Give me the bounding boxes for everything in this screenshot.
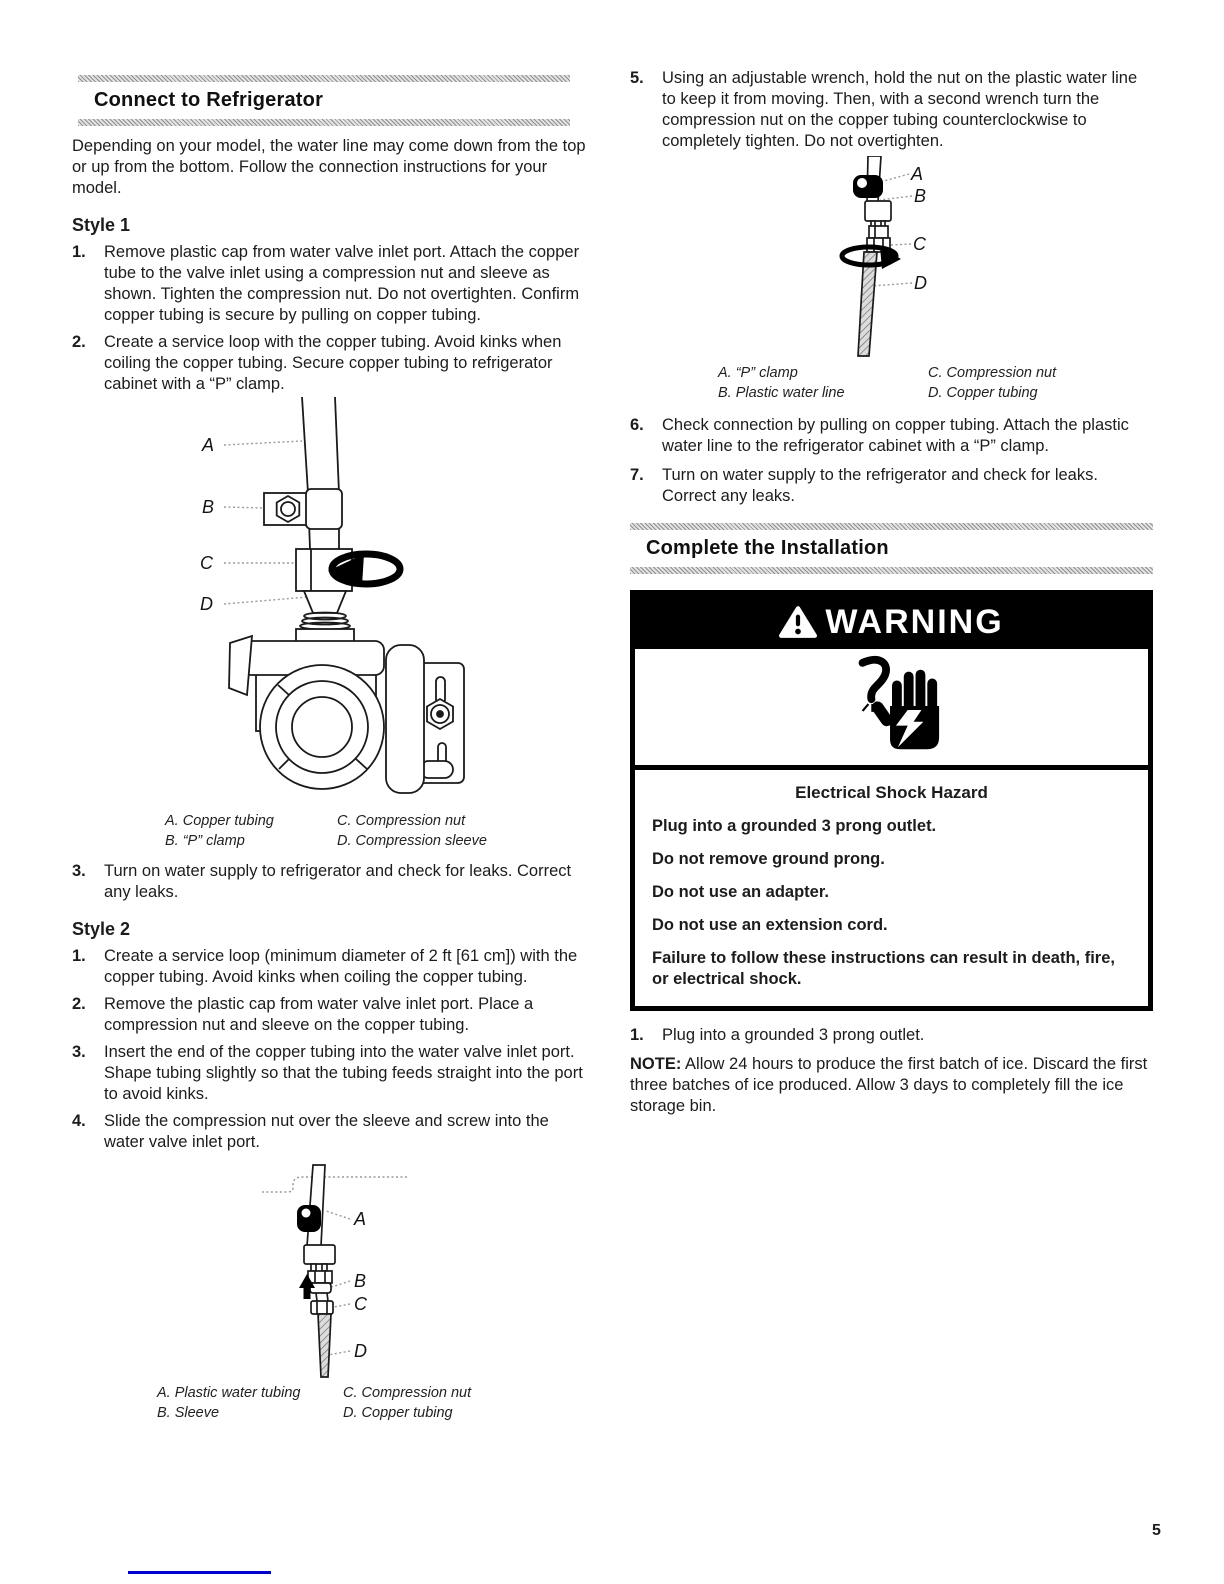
step-number: 1. bbox=[72, 947, 86, 965]
step-text: Turn on water supply to refrigerator and check for leaks. Correct any leaks. bbox=[104, 862, 572, 901]
step-number: 1. bbox=[72, 243, 86, 261]
warning-line: Failure to follow these instructions can result in death, fire, or electrical shock. bbox=[652, 949, 1115, 988]
section-title-complete: Complete the Installation bbox=[646, 537, 889, 559]
caption-column bbox=[157, 1383, 343, 1423]
step-number: 3. bbox=[72, 1043, 86, 1061]
caption-line: D. Compression sleeve bbox=[337, 833, 487, 849]
step-text: Insert the end of the copper tubing into the water valve inlet port. Shape tubing slightly so that the tubing feeds straight into the port to avoid kinks. bbox=[104, 1043, 583, 1103]
figure-label-a: A bbox=[354, 1209, 367, 1229]
tubing-diagram-art bbox=[150, 1159, 510, 1381]
figure-label-b: B bbox=[914, 186, 927, 206]
step-number: 2. bbox=[72, 995, 86, 1013]
warning-text-section bbox=[635, 765, 1148, 1006]
caption-line: B. “P” clamp bbox=[165, 833, 245, 849]
hazard-title: Electrical Shock Hazard bbox=[795, 783, 988, 802]
step-number: 4. bbox=[72, 1112, 86, 1130]
caption-column bbox=[337, 811, 487, 851]
step-item bbox=[630, 415, 1153, 457]
figure1-caption bbox=[165, 811, 592, 851]
caption-column bbox=[343, 1383, 471, 1423]
step-number: 6. bbox=[630, 416, 644, 434]
hatch-divider bbox=[630, 567, 1153, 574]
caption-column bbox=[165, 811, 337, 851]
figure-label-a: A bbox=[202, 435, 215, 455]
style2-heading: Style 2 bbox=[72, 919, 131, 939]
note-label: NOTE: bbox=[630, 1055, 682, 1073]
step-item bbox=[72, 1042, 592, 1105]
step-item bbox=[630, 465, 1153, 507]
figure-tighten-diagram bbox=[683, 156, 1013, 361]
caption-line: A. Copper tubing bbox=[165, 813, 274, 829]
caption-column bbox=[928, 363, 1056, 403]
step-number: 1. bbox=[630, 1026, 644, 1044]
step-item bbox=[72, 332, 592, 395]
note-text: Allow 24 hours to produce the first batch of ice. Discard the first three batches of ice produced. Allow 3 days to completely fill the ice storage bin. bbox=[630, 1055, 1148, 1115]
step-item bbox=[72, 994, 592, 1036]
tighten-diagram-art bbox=[683, 156, 1013, 361]
step-item bbox=[630, 68, 1153, 152]
hatch-divider bbox=[630, 523, 1153, 530]
style1-heading: Style 1 bbox=[72, 215, 131, 235]
caption-line: D. Copper tubing bbox=[343, 1405, 453, 1421]
caption-line: B. Sleeve bbox=[157, 1405, 220, 1421]
figure-label-a: A bbox=[911, 164, 924, 184]
step-text: Check connection by pulling on copper tubing. Attach the plastic water line to the refrigerator cabinet with a “P” clamp. bbox=[662, 416, 1129, 455]
warning-line: Do not remove ground prong. bbox=[652, 850, 885, 868]
valve-diagram-art bbox=[150, 397, 570, 809]
step-number: 3. bbox=[72, 862, 86, 880]
step-text: Turn on water supply to the refrigerator and check for leaks. Correct any leaks. bbox=[662, 466, 1098, 505]
step-number: 2. bbox=[72, 333, 86, 351]
step-item bbox=[72, 946, 592, 988]
p-clamp-icon bbox=[297, 1205, 321, 1232]
warning-line: Do not use an extension cord. bbox=[652, 916, 888, 934]
caption-line: A. “P” clamp bbox=[718, 365, 798, 381]
caption-line: C. Compression nut bbox=[343, 1385, 472, 1401]
step-number: 7. bbox=[630, 466, 644, 484]
hatch-divider bbox=[78, 119, 570, 126]
figure-label-b: B bbox=[202, 497, 215, 517]
step-item bbox=[72, 861, 592, 903]
figure3-caption bbox=[718, 363, 1153, 403]
step-text: Create a service loop (minimum diameter of 2 ft [61 cm]) with the copper tubing. Avoid kinks when coiling the copper tubing. bbox=[104, 947, 578, 986]
figure-label-c: C bbox=[354, 1294, 367, 1314]
caption-line: C. Compression nut bbox=[337, 813, 466, 829]
warning-line: Do not use an adapter. bbox=[652, 883, 829, 901]
section-title-connect: Connect to Refrigerator bbox=[94, 89, 324, 111]
warning-line: Plug into a grounded 3 prong outlet. bbox=[652, 817, 937, 835]
figure-label-c: C bbox=[913, 234, 926, 254]
caption-line: D. Copper tubing bbox=[928, 385, 1038, 401]
intro-paragraph: Depending on your model, the water line may come down from the top or up from the bottom. Follow the connection instructions for your model. bbox=[72, 137, 586, 197]
p-clamp-icon bbox=[853, 175, 883, 198]
figure-label-d: D bbox=[914, 273, 927, 293]
figure-label-b: B bbox=[354, 1271, 367, 1291]
step-item bbox=[72, 1111, 592, 1153]
page-number: 5 bbox=[1152, 1522, 1161, 1539]
section-header-connect bbox=[78, 75, 570, 126]
figure-label-d: D bbox=[354, 1341, 367, 1361]
step-text: Create a service loop with the copper tubing. Avoid kinks when coiling the copper tubing. Secure copper tubing to refrigerator cabinet with a “P” clamp. bbox=[104, 333, 562, 393]
caption-line: C. Compression nut bbox=[928, 365, 1057, 381]
figure2-caption bbox=[157, 1383, 592, 1423]
note-paragraph bbox=[630, 1054, 1153, 1117]
warning-box bbox=[630, 590, 1153, 1011]
section-header-complete bbox=[630, 523, 1153, 574]
warning-icon-section bbox=[635, 649, 1148, 765]
step-text: Remove the plastic cap from water valve inlet port. Place a compression nut and sleeve on the copper tubing. bbox=[104, 995, 534, 1034]
step-number: 5. bbox=[630, 69, 644, 87]
figure-label-d: D bbox=[200, 594, 213, 614]
caption-column bbox=[718, 363, 928, 403]
warning-triangle-icon bbox=[779, 605, 817, 639]
footer-blue-line bbox=[128, 1571, 271, 1574]
warning-header bbox=[635, 595, 1148, 649]
hatch-divider bbox=[78, 75, 570, 82]
electrical-shock-hand-icon bbox=[833, 655, 951, 759]
caption-line: A. Plastic water tubing bbox=[157, 1385, 301, 1401]
right-column bbox=[630, 62, 1153, 1134]
figure-style2-tubing-diagram bbox=[150, 1159, 510, 1381]
step-item bbox=[630, 1025, 1153, 1046]
step-text: Slide the compression nut over the sleeve and screw into the water valve inlet port. bbox=[104, 1112, 549, 1151]
warning-title: WARNING bbox=[825, 602, 1004, 641]
figure-style1-valve-diagram bbox=[150, 397, 570, 809]
step-text: Plug into a grounded 3 prong outlet. bbox=[662, 1026, 925, 1044]
left-column bbox=[72, 75, 592, 1423]
figure-label-c: C bbox=[200, 553, 213, 573]
step-text: Remove plastic cap from water valve inlet port. Attach the copper tube to the valve inlet using a compression nut and sleeve as shown. Tighten the compression nut. Do not overtighten. Confirm copper tubing is secure by pulling on copper tubing. bbox=[104, 243, 580, 324]
step-text: Using an adjustable wrench, hold the nut on the plastic water line to keep it from moving. Then, with a second wrench turn the compression nut on the copper tubing counterclockwise to completely tighten. Do not overtighten. bbox=[662, 69, 1138, 150]
step-item bbox=[72, 242, 592, 326]
caption-line: B. Plastic water line bbox=[718, 385, 845, 401]
